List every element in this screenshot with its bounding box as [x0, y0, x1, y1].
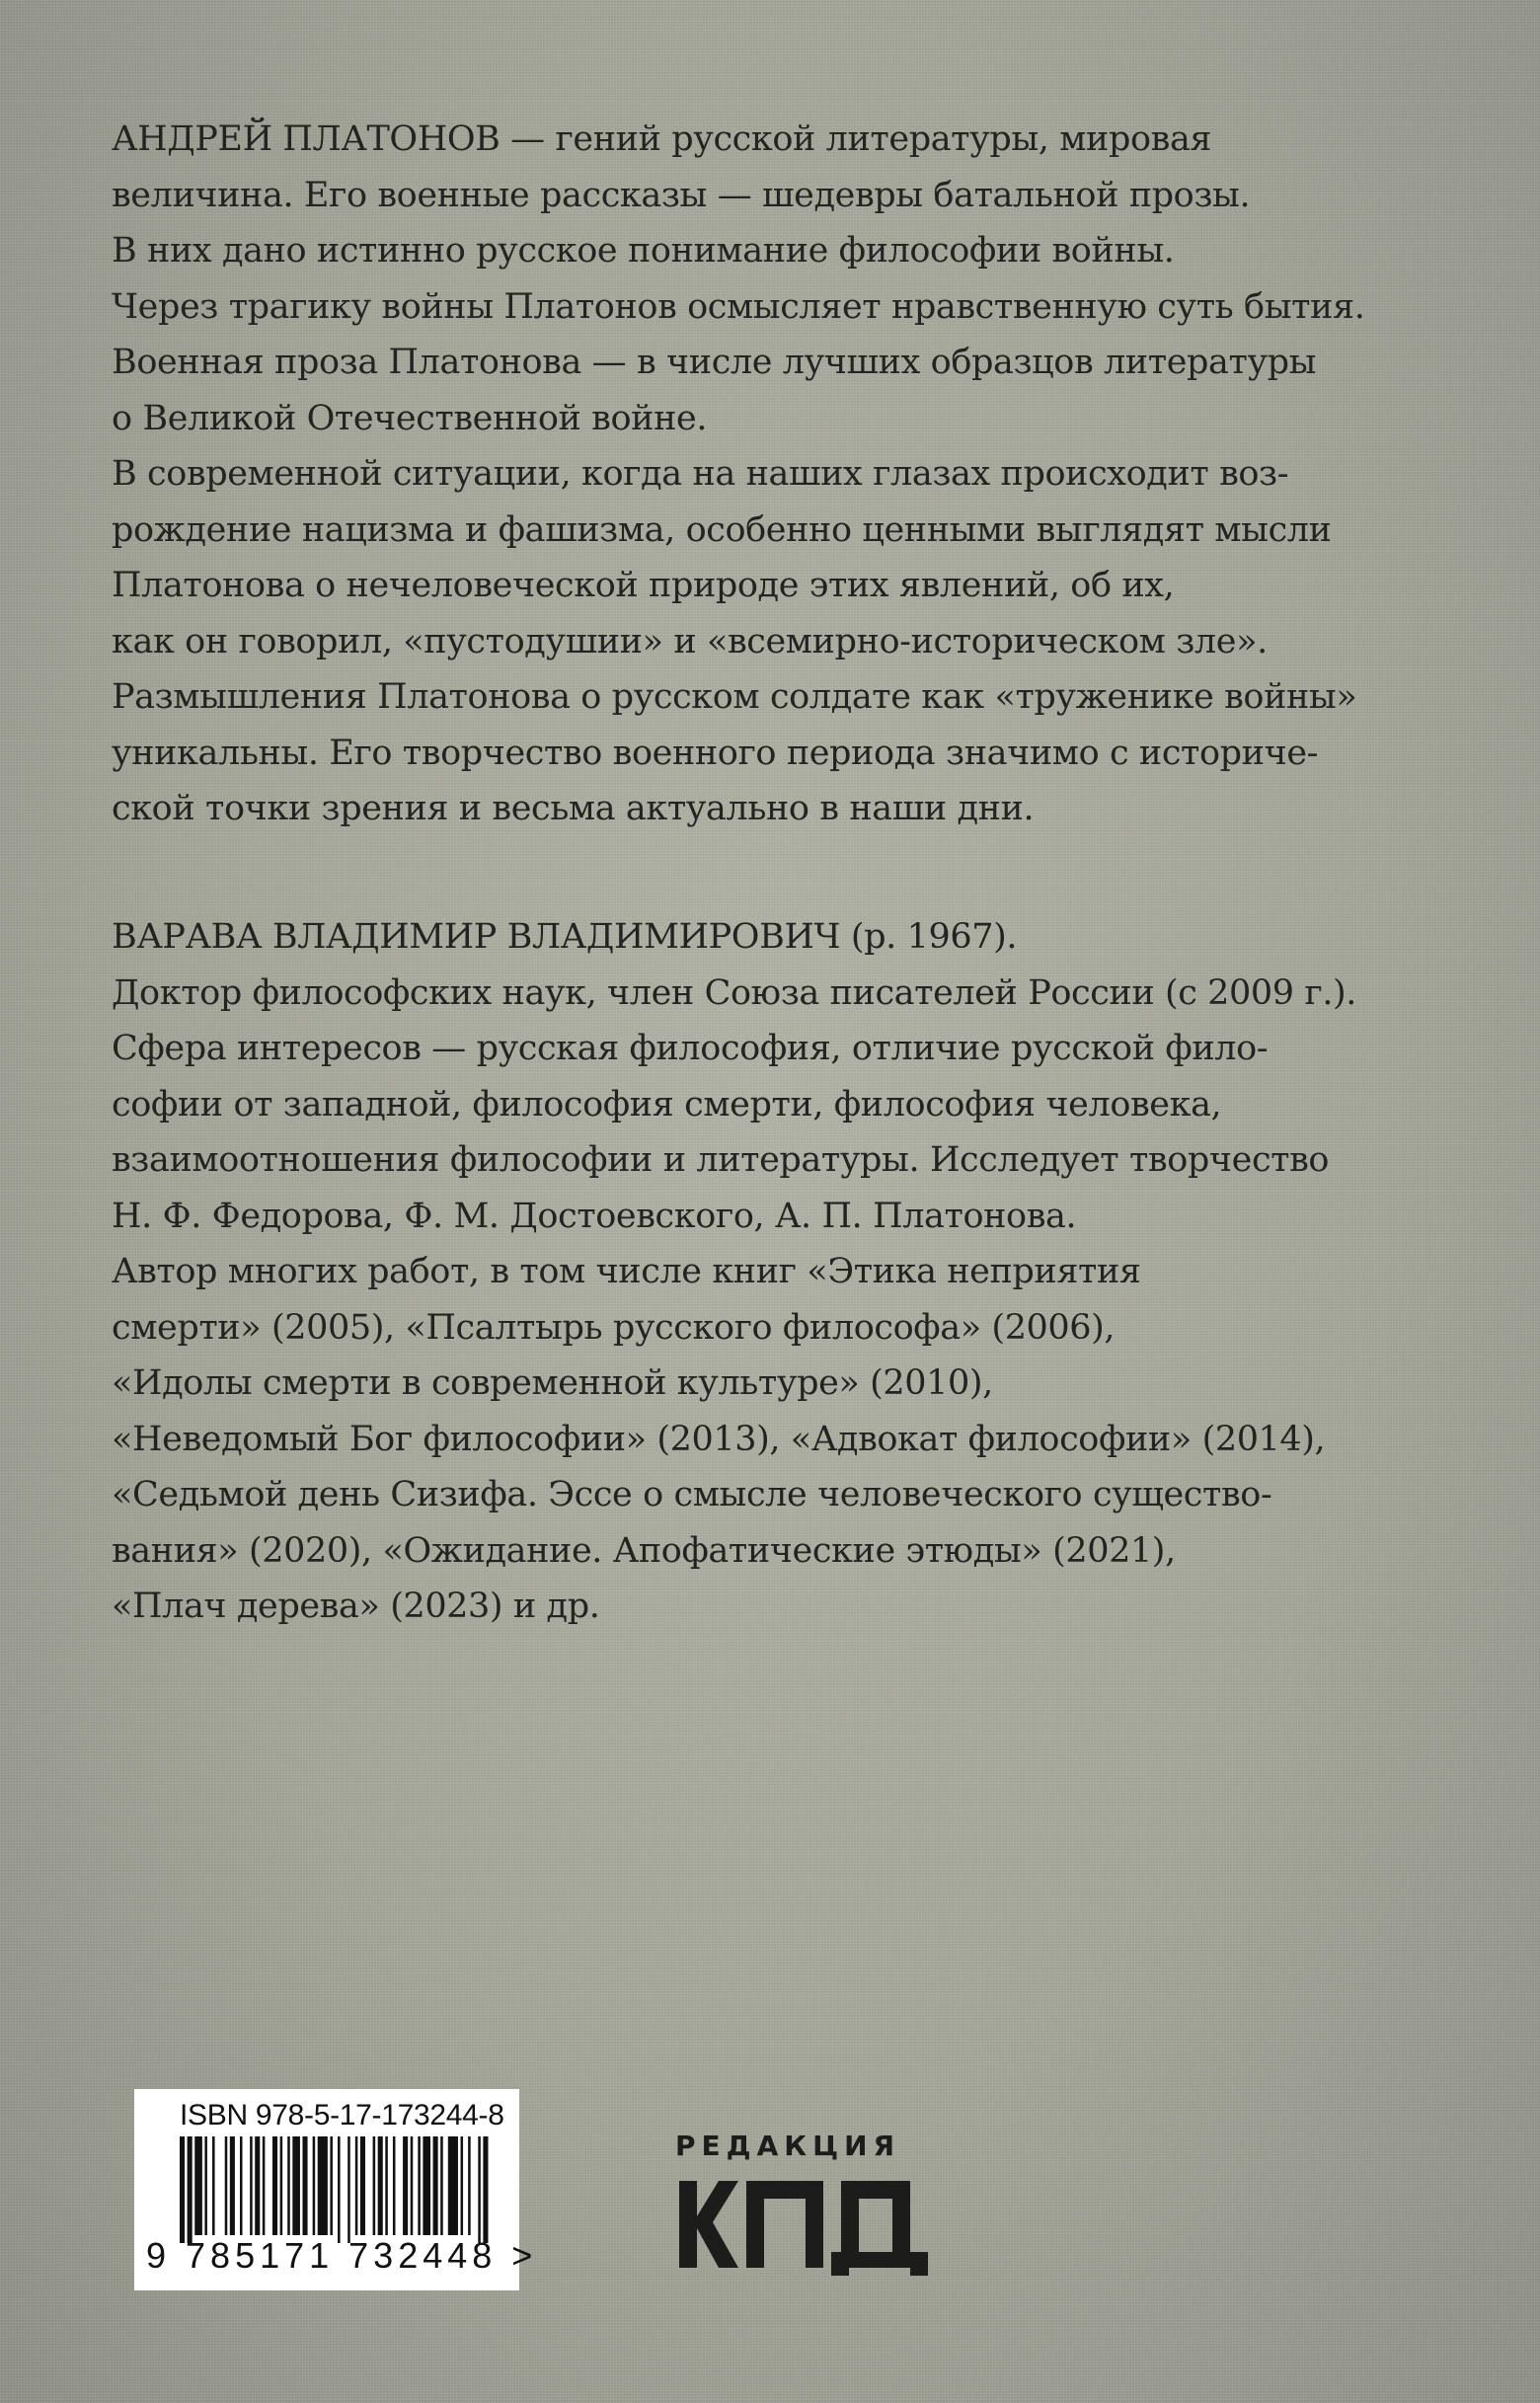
- description-line: АНДРЕЙ ПЛАТОНОВ — гений русской литературы, мировая: [112, 119, 1212, 159]
- barcode-digits: 9 785171 732448 >: [146, 2235, 538, 2276]
- description-line: В современной ситуации, когда на наших глазах происходит воз-: [112, 454, 1289, 494]
- author-bio-line: смерти» (2005), «Псалтырь русского философа» (2006),: [112, 1307, 1116, 1348]
- description-line: Через трагику войны Платонов осмысляет нравственную суть бытия.: [112, 286, 1365, 327]
- description-line: величина. Его военные рассказы — шедевры батальной прозы.: [112, 175, 1251, 215]
- author-bio-line: «Неведомый Бог философии» (2013), «Адвокат философии» (2014),: [112, 1419, 1326, 1459]
- author-bio: [112, 909, 1434, 1635]
- description-line: Платонова о нечеловеческой природе этих явлений, об их,: [112, 566, 1175, 605]
- description-line: В них дано истинно русское понимание философии войны.: [112, 231, 1175, 271]
- author-bio-line: Автор многих работ, в том числе книг «Этика неприятия: [112, 1252, 1141, 1291]
- description-line: ской точки зрения и весьма актуально в наши дни.: [112, 789, 1035, 828]
- kpd-logo-icon: [675, 2171, 934, 2278]
- description-line: Военная проза Платонова — в числе лучших образцов литературы: [112, 343, 1317, 382]
- author-bio-line: Сфера интересов — русская философия, отличие русской фило-: [112, 1029, 1269, 1068]
- description-line: как он говорил, «пустодушии» и «всемирно-историческом зле».: [112, 621, 1268, 661]
- author-bio-line: Н. Ф. Федорова, Ф. М. Достоевского, А. П. Платонова.: [112, 1196, 1077, 1236]
- publisher-label: РЕДАКЦИЯ: [675, 2130, 901, 2162]
- author-bio-line: софии от западной, философия смерти, философия человека,: [112, 1084, 1222, 1124]
- book-description: [112, 112, 1434, 837]
- description-line: рождение нацизма и фашизма, особенно ценными выглядят мысли: [112, 509, 1332, 550]
- barcode-bars-icon: [180, 2136, 491, 2243]
- author-bio-line: «Седьмой день Сизифа. Эссе о смысле человеческого существо-: [112, 1475, 1272, 1514]
- description-line: Размышления Платонова о русском солдате как «труженике войны»: [112, 677, 1357, 717]
- author-bio-line: вания» (2020), «Ожидание. Апофатические этюды» (2021),: [112, 1530, 1176, 1571]
- author-bio-line: ВАРАВА ВЛАДИМИР ВЛАДИМИРОВИЧ (р. 1967).: [112, 917, 1018, 957]
- author-bio-line: взаимоотношения философии и литературы. Исследует творчество: [112, 1140, 1330, 1180]
- author-bio-line: Доктор философских наук, член Союза писателей России (с 2009 г.).: [112, 972, 1357, 1013]
- isbn-label: ISBN 978-5-17-173244-8: [180, 2099, 504, 2132]
- isbn-barcode: [134, 2089, 538, 2290]
- publisher-logo: [663, 2130, 960, 2278]
- description-line: уникальны. Его творчество военного периода значимо с историче-: [112, 733, 1319, 773]
- description-line: о Великой Отечественной войне.: [112, 398, 708, 438]
- author-bio-line: «Плач дерева» (2023) и др.: [112, 1587, 600, 1626]
- author-bio-line: «Идолы смерти в современной культуре» (2010),: [112, 1363, 993, 1403]
